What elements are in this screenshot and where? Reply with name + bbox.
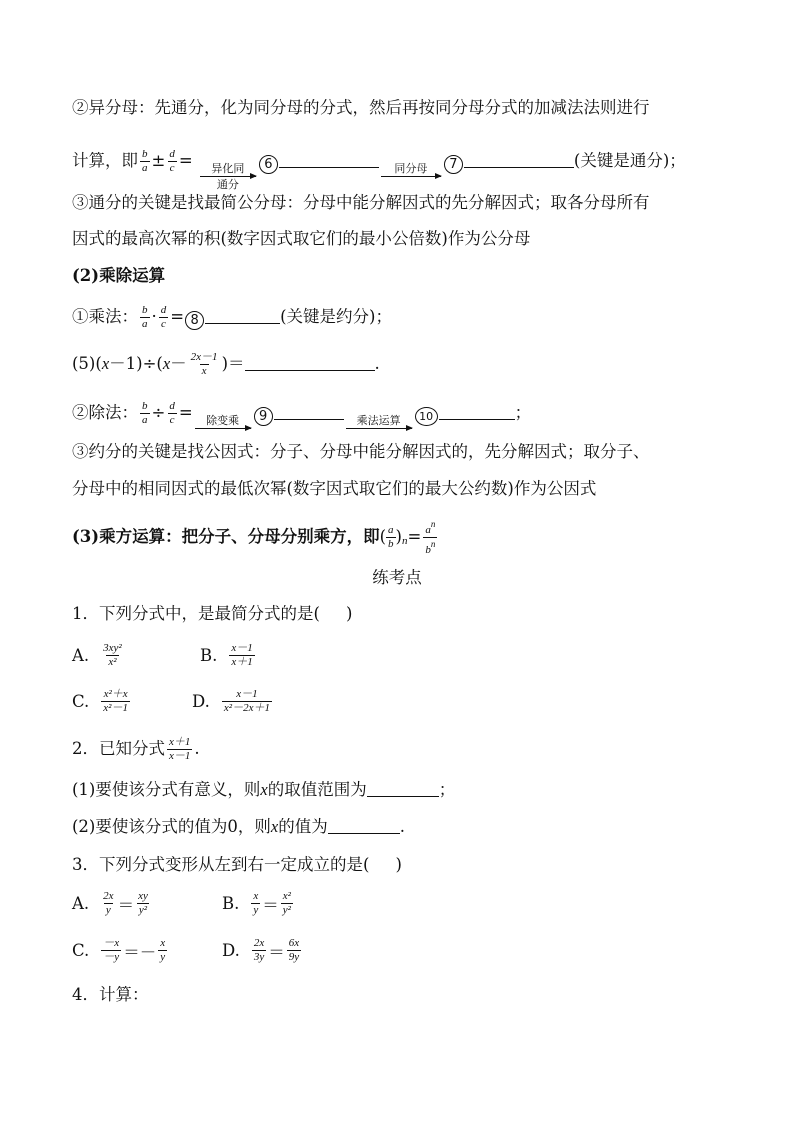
- power-line: [72, 518, 734, 557]
- q1-option-b[interactable]: B. $\frac{x-1}{x+1}$: [200, 642, 253, 668]
- q3-option-b[interactable]: B. $\frac{x}{y}$ ＝ $\frac{\text{x²}}{\text{y²}}$: [222, 890, 291, 916]
- div-sign: ÷: [151, 403, 166, 422]
- arrow-chengfayunsuan: [346, 414, 412, 443]
- q1-close: ): [345, 604, 353, 623]
- q3-text: 3．下列分式变形从左到右一定成立的是(: [72, 855, 370, 874]
- q3-option-d[interactable]: D. $\frac{2x}{3y}$ ＝ $\frac{6x}{9y}$: [222, 937, 300, 963]
- mul-div-heading: (2)乘除运算: [72, 266, 166, 285]
- q5-prefix: (5)(: [72, 354, 102, 373]
- equals: =: [170, 307, 185, 326]
- section2-line3: [72, 191, 734, 215]
- fraction-d-over-c: $\frac{d}{c}$: [169, 400, 175, 426]
- q5-x: x: [101, 354, 110, 373]
- q5-end: )＝: [221, 354, 245, 373]
- q5-minus: －: [170, 354, 187, 373]
- section2-line4: [72, 227, 734, 251]
- paren-fraction: ( $\frac{a}{b}$ ): [379, 524, 402, 550]
- equals: =: [407, 527, 422, 546]
- multiplication-line: [72, 304, 734, 331]
- arrow-yihuatong: [200, 162, 256, 191]
- q2-text: 2．已知分式: [72, 739, 165, 758]
- arrow-label: 同分母: [394, 162, 428, 175]
- q1-text: 1．下列分式中，是最简分式的是(: [72, 604, 320, 623]
- mul-prefix: 乘法：: [88, 307, 138, 326]
- q5-mid: －1)÷(: [109, 354, 163, 373]
- circled-1: ①: [72, 307, 89, 326]
- arrow-label-bottom: 通分: [216, 178, 239, 191]
- q2-1-answer-blank[interactable]: [367, 780, 439, 797]
- q1-option-a[interactable]: A. $\frac{\text{3xy²}}{\text{x²}}$: [72, 642, 122, 668]
- fraction-d-over-c: $\frac{d}{c}$: [169, 148, 175, 174]
- blank-8[interactable]: [205, 307, 280, 324]
- line1-text: 异分母：先通分，化为同分母的分式，然后再按同分母分式的加减法法则进行: [88, 98, 650, 117]
- q1-option-c[interactable]: C. $\frac{\text{x²＋x}}{\text{x²－1}}$: [72, 688, 128, 714]
- q1-option-d[interactable]: D. $\frac{x-1}{\text{x²－2x＋1}}$: [192, 688, 270, 714]
- equals: =: [178, 151, 193, 170]
- arrow-label: 除变乘: [206, 414, 240, 427]
- practice-title: 练考点: [372, 568, 422, 587]
- circled-6: 6: [259, 155, 278, 174]
- question-3: 3．下列分式变形从左到右一定成立的是( ): [72, 855, 402, 874]
- mul-suffix: (关键是约分)；: [280, 307, 392, 326]
- section2-line1: [72, 96, 734, 120]
- fraction-b-over-a: $\frac{b}{a}$: [142, 400, 148, 426]
- blank-9[interactable]: [274, 403, 344, 420]
- blank-7[interactable]: [464, 151, 574, 168]
- arrow-label: 乘法运算: [356, 414, 401, 427]
- circled-8: 8: [185, 311, 204, 330]
- dot: ·: [151, 307, 157, 326]
- circled-9: 9: [254, 407, 273, 426]
- power-prefix: (3)乘方运算：把分子、分母分别乘方，即: [72, 527, 380, 546]
- q5-answer-blank[interactable]: [245, 354, 375, 371]
- arrow-tongfenmu: [381, 162, 441, 191]
- fraction-d-over-c: $\frac{d}{c}$: [160, 304, 167, 330]
- blank-6[interactable]: [279, 151, 379, 168]
- question-2-1: (1)要使该分式有意义，则x的取值范围为 ；: [72, 780, 456, 799]
- question-1: [72, 602, 734, 626]
- q5-period: .: [374, 354, 380, 373]
- circled-10: 10: [415, 407, 438, 426]
- equals: =: [178, 403, 193, 422]
- q2-2-answer-blank[interactable]: [328, 817, 400, 834]
- section2-line2: [72, 148, 734, 191]
- fraction-b-over-a: $\frac{b}{a}$: [142, 148, 148, 174]
- yuefen-text2: 分母中的相同因式的最低次幂(数字因式取它们的最大公约数)作为公因式: [72, 479, 597, 498]
- fraction-b-over-a: $\frac{b}{a}$: [142, 304, 148, 330]
- question-4: 4．计算：: [72, 985, 149, 1004]
- circled-7: 7: [444, 155, 463, 174]
- question-2-2: (2)要使该分式的值为0，则x的值为 .: [72, 817, 405, 836]
- yuefen-line1: [72, 440, 734, 464]
- circled-3: ③: [72, 442, 89, 461]
- line4-text: 因式的最高次幂的积(数字因式取它们的最小公倍数)作为公分母: [72, 229, 531, 248]
- circled-2: ②: [72, 403, 89, 422]
- exp-n: n: [401, 535, 408, 547]
- question-2: 2．已知分式 $\frac{x+1}{x-1}$ .: [72, 736, 200, 762]
- plus-minus: ±: [151, 151, 166, 170]
- q3-option-c[interactable]: C. $\frac{-x}{-y}$ ＝－ $\frac{x}{y}$: [72, 937, 166, 963]
- yuefen-line2: [72, 477, 734, 501]
- line2-prefix: 计算，即: [72, 151, 138, 170]
- line2-suffix: (关键是通分)；: [573, 151, 686, 170]
- blank-10[interactable]: [439, 403, 515, 420]
- div-prefix: 除法：: [88, 403, 138, 422]
- circled-2: ②: [72, 98, 89, 117]
- yuefen-text1: 约分的关键是找公因式：分子、分母中能分解因式的，先分解因式；取分子、: [88, 442, 650, 461]
- q5-x2: x: [162, 354, 171, 373]
- q5-fraction: $\frac{2x-1}{x}$: [190, 351, 218, 377]
- line3-text: 通分的关键是找最简公分母：分母中能分解因式的先分解因式；取各分母所有: [88, 193, 650, 212]
- q3-option-a[interactable]: A. $\frac{2x}{y}$ ＝ $\frac{xy}{\text{y²}}$: [72, 890, 148, 916]
- circled-3: ③: [72, 193, 89, 212]
- power-result: $\frac{a^n}{b^n}$: [425, 519, 436, 556]
- question-5: [72, 351, 734, 378]
- division-line: [72, 400, 734, 443]
- arrow-label-top: 异化同: [211, 162, 245, 175]
- div-suffix: ；: [514, 403, 532, 422]
- arrow-chubiancheng: [195, 414, 251, 443]
